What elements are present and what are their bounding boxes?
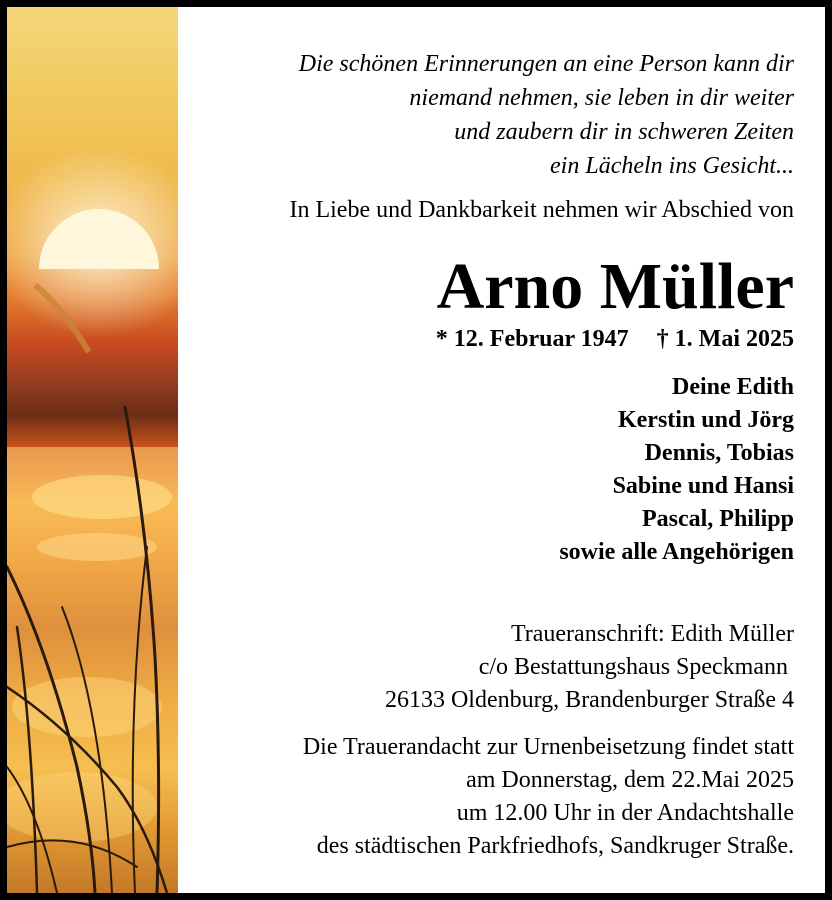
address-line: Traueranschrift: Edith Müller: [510, 621, 794, 647]
quote-line: niemand nehmen, sie leben in dir weiter: [409, 85, 794, 111]
death-date: † 1. Mai 2025: [656, 326, 794, 352]
mourner: Deine Edith: [671, 374, 794, 400]
mourner: Sabine und Hansi: [612, 473, 794, 499]
life-dates: [436, 323, 794, 355]
birth-date: * 12. Februar 1947: [435, 326, 629, 352]
address-line: c/o Bestattungshaus Speckmann: [478, 654, 794, 680]
mourners-list: [559, 371, 794, 569]
address-line: 26133 Oldenburg, Brandenburger Straße 4: [384, 687, 794, 713]
service-info: [303, 731, 794, 863]
service-line: Die Trauerandacht zur Urnenbeisetzung findet statt: [302, 734, 794, 760]
memorial-quote: [299, 47, 794, 183]
quote-line: und zaubern dir in schweren Zeiten: [454, 119, 794, 145]
quote-line: Die schönen Erinnerungen an eine Person kann dir: [298, 51, 794, 77]
mourner: sowie alle Angehörigen: [559, 539, 794, 565]
service-line: um 12.00 Uhr in der Andachtshalle: [456, 800, 794, 826]
quote-line: ein Lächeln ins Gesicht...: [550, 153, 794, 179]
mourner: Dennis, Tobias: [644, 440, 794, 466]
farewell-intro: In Liebe und Dankbarkeit nehmen wir Abschied von: [289, 197, 794, 223]
sunset-photo: [7, 7, 178, 893]
service-line: am Donnerstag, dem 22.Mai 2025: [466, 767, 794, 793]
notice-text: [178, 7, 794, 893]
service-line: des städtischen Parkfriedhofs, Sandkruger Straße.: [316, 833, 794, 859]
deceased-name: Arno Müller: [436, 250, 794, 323]
mourning-address: [385, 618, 794, 717]
mourner: Pascal, Philipp: [641, 506, 794, 532]
mourner: Kerstin und Jörg: [617, 407, 794, 433]
sunset-lake-reeds-image: [7, 7, 178, 893]
